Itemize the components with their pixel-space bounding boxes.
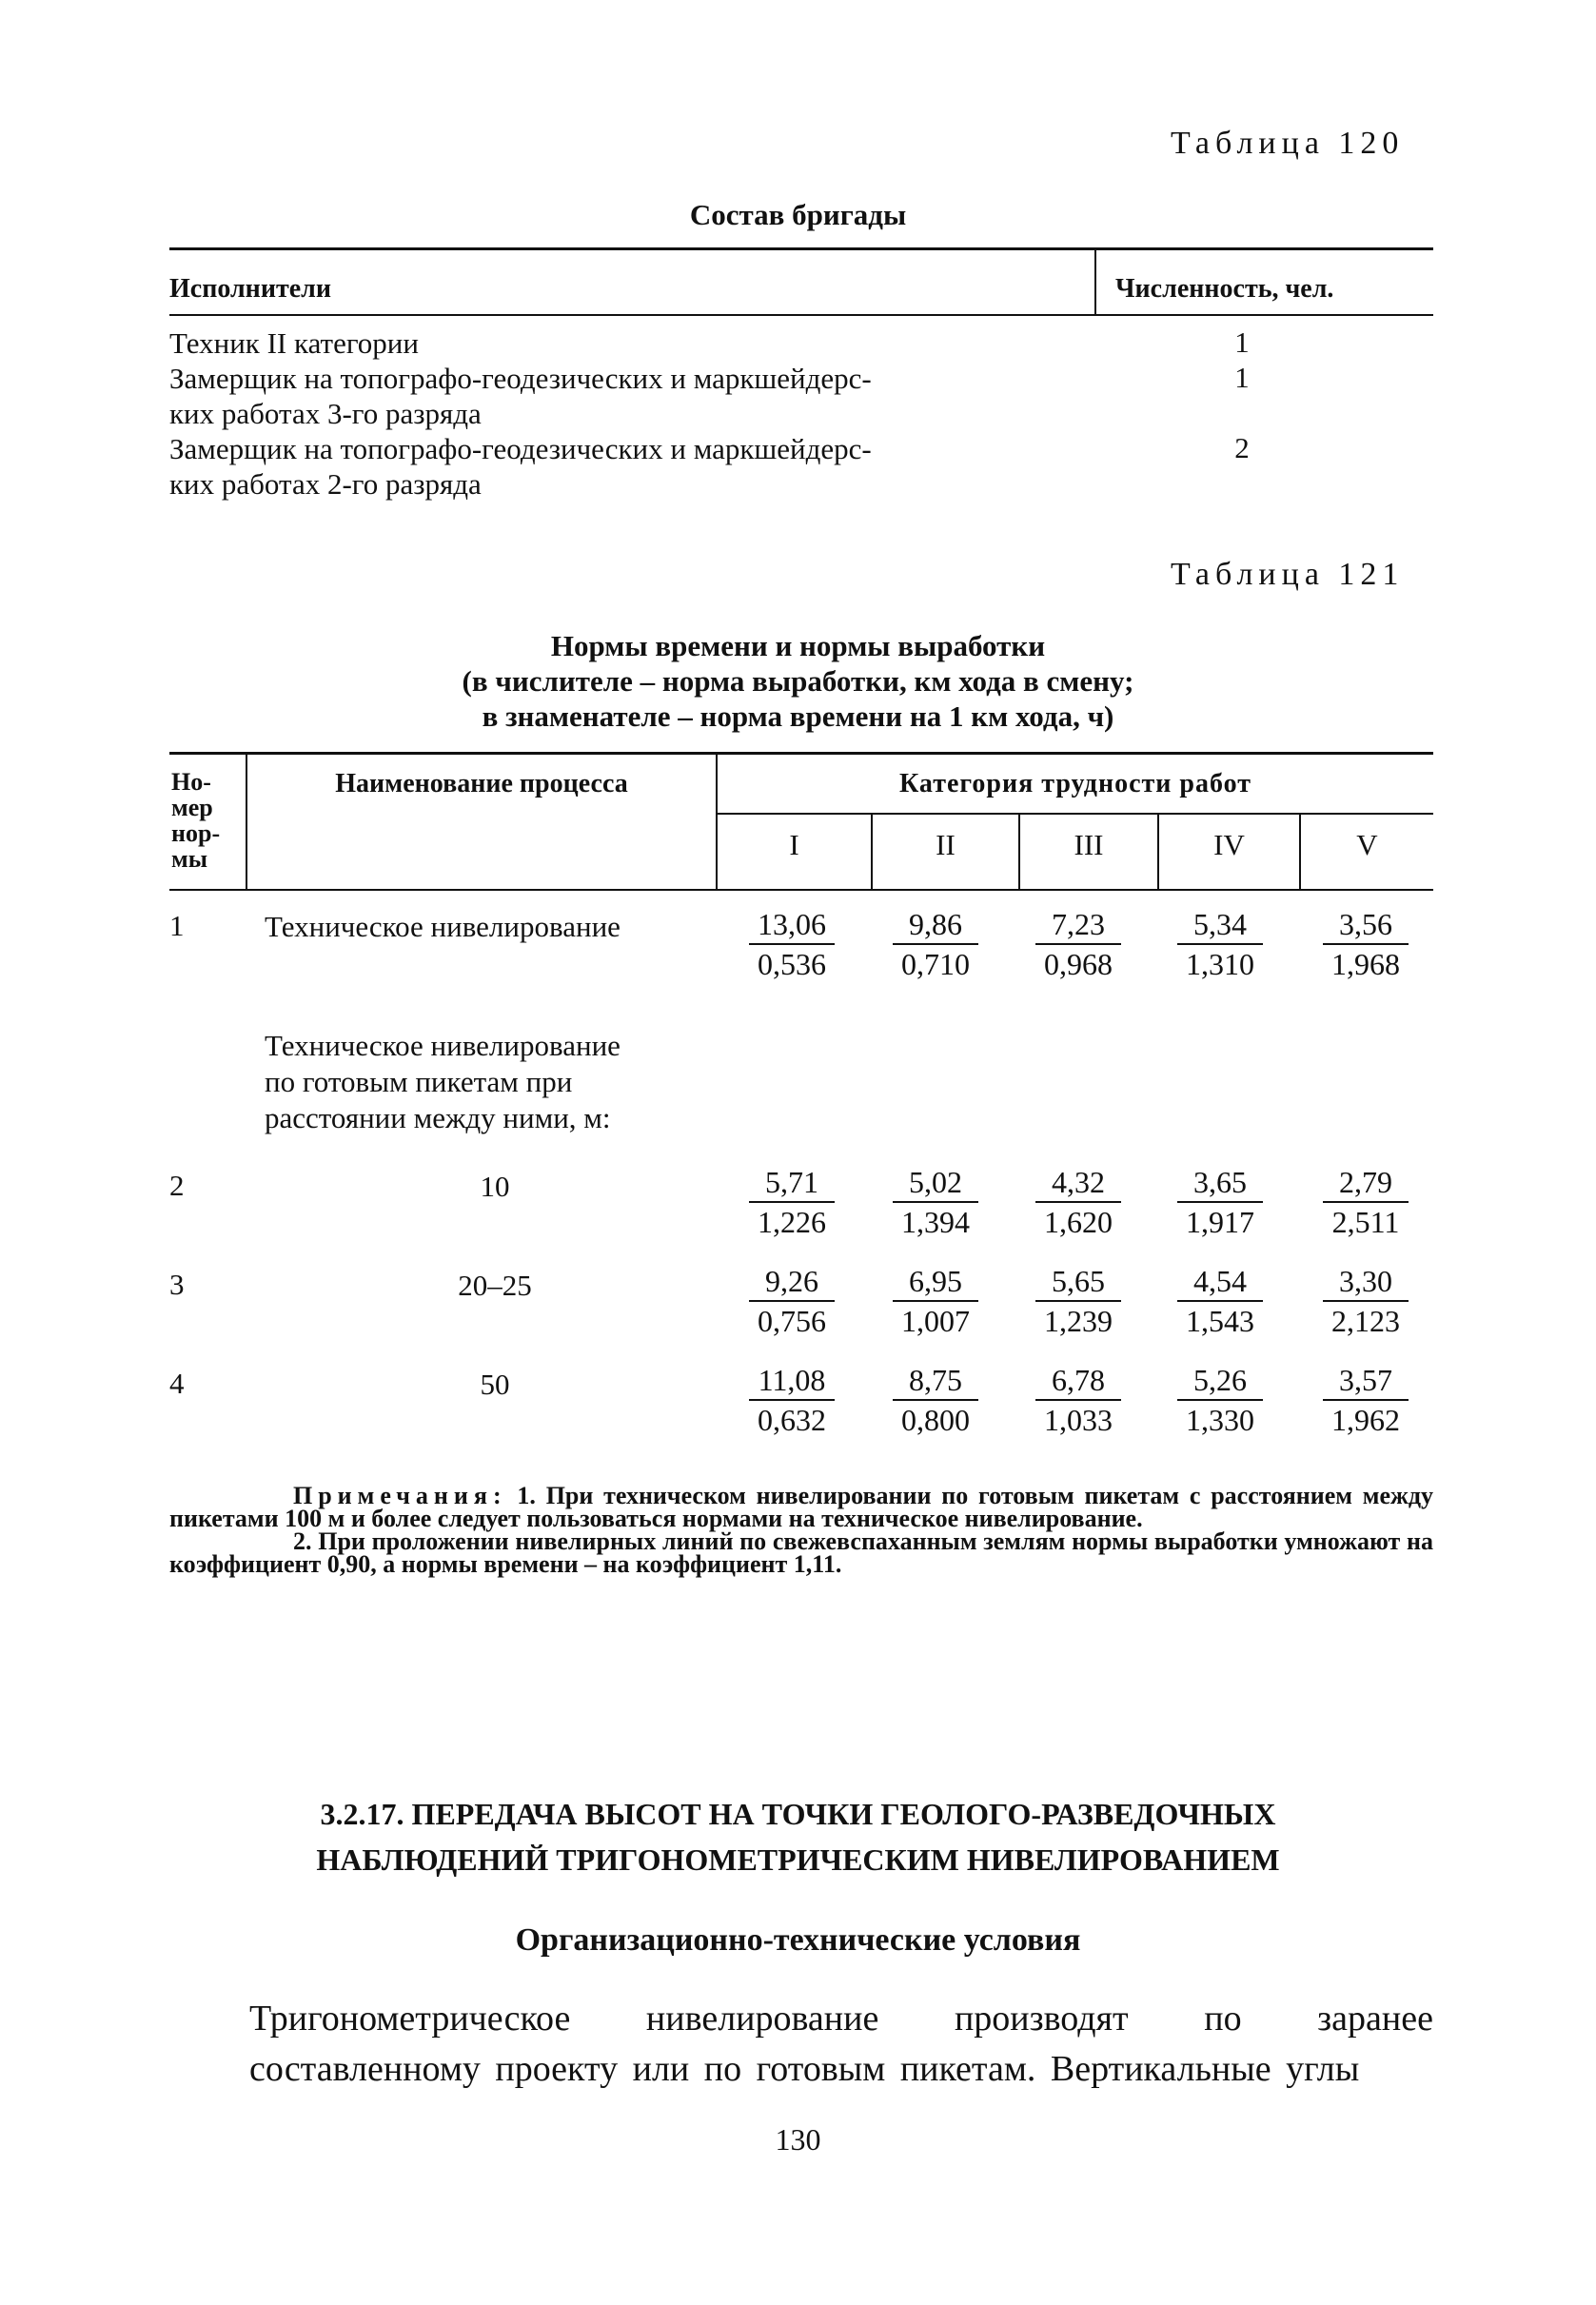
row3-number: 3 [169,1268,185,1301]
row1-number: 1 [169,909,185,942]
row4-value-I: $\frac{11,08}{0,632}$ [749,1361,835,1439]
table120-row1-count: 1 [1234,325,1250,359]
table120-caption: Состав бригады [689,198,907,231]
table120-title: Таблица 120 [1171,126,1405,161]
table121-top-rule [169,752,1433,755]
row4-value-II: $\frac{8,75}{0,800}$ [893,1361,978,1439]
row1-value-III: $\frac{7,23}{0,968}$ [1035,905,1121,983]
table120-header-count: Численность, чел. [1115,274,1334,304]
table120-header-performers: Исполнители [169,274,331,304]
row2-value-V: $\frac{2,79}{2,511}$ [1323,1163,1409,1241]
table121-header-rule [169,889,1433,891]
row3-value-V: $\frac{3,30}{2,123}$ [1323,1262,1409,1340]
category-II: II [936,828,956,861]
table120-row3-name: Замерщик на топографо-геодезических и маркшейдерс- ких работах 2-го разряда [169,432,872,501]
category-V: V [1356,828,1378,861]
table121-category-rule [716,813,1433,815]
table120-header-divider [1094,247,1096,316]
notes-block [169,1482,1434,1578]
row2-value-IV: $\frac{3,65}{1,917}$ [1177,1163,1263,1241]
row1-value-IV: $\frac{5,34}{1,310}$ [1177,905,1263,983]
row2-value-III: $\frac{4,32}{1,620}$ [1035,1163,1121,1241]
table120-row2-count: 1 [1234,361,1250,394]
category-IV: IV [1213,828,1245,861]
table120-top-rule [169,247,1433,250]
note-1: Примечания: 1. При техническом нивелировании по готовым пикетам с расстоянием между пикетами 100 м и более следует пользоваться нормами на техническое нивелирование. [169,1482,1434,1532]
row3-process: 20–25 [458,1269,532,1302]
row1-process: Техническое нивелирование [265,910,621,943]
row3-value-IV: $\frac{4,54}{1,543}$ [1177,1262,1263,1340]
row4-value-IV: $\frac{5,26}{1,330}$ [1177,1361,1263,1439]
row4-number: 4 [169,1367,185,1400]
table121-header-category: Категория трудности работ [899,769,1251,798]
row4-process: 50 [480,1368,510,1401]
table121-caption-line1: Нормы времени и нормы выработки [550,629,1046,662]
row3-value-I: $\frac{9,26}{0,756}$ [749,1262,835,1340]
section-title: 3.2.17. ПЕРЕДАЧА ВЫСОТ НА ТОЧКИ ГЕОЛОГО-РАЗВЕДОЧНЫХ НАБЛЮДЕНИЙ ТРИГОНОМЕТРИЧЕСКИМ НИВЕЛИРОВАНИЕМ [316,1797,1280,1877]
table121-header-process: Наименование процесса [335,769,628,798]
table120-row1-name: Техник II категории [169,326,419,360]
group-heading: Техническое нивелирование по готовым пикетам при расстоянии между ними, м: [265,1029,621,1134]
table121-caption-line2: (в числителе – норма выработки, км хода в смену; [462,664,1134,698]
row2-process: 10 [480,1170,510,1203]
row1-value-V: $\frac{3,56}{1,968}$ [1323,905,1409,983]
row3-value-II: $\frac{6,95}{1,007}$ [893,1262,978,1340]
row2-value-I: $\frac{5,71}{1,226}$ [749,1163,835,1241]
row1-value-II: $\frac{9,86}{0,710}$ [893,905,978,983]
table120-row3-count: 2 [1234,431,1250,464]
table121-header-number: Но- мер нор- мы [171,768,221,873]
row4-value-V: $\frac{3,57}{1,962}$ [1323,1361,1409,1439]
notes-heading: Примечания: [293,1482,507,1509]
row2-value-II: $\frac{5,02}{1,394}$ [893,1163,978,1241]
page-number: 130 [775,2122,821,2157]
table121-caption-line3: в знаменателе – норма времени на 1 км хода, ч) [482,699,1114,733]
row1-value-I: $\frac{13,06}{0,536}$ [749,905,835,983]
section-paragraph: Тригонометрическое нивелирование производят по заранее составленному проекту или по готовым пикетам. Вертикальные углы [249,1999,1433,2089]
section-subtitle: Организационно-технические условия [515,1922,1081,1958]
table120-row2-name: Замерщик на топографо-геодезических и маркшейдерс- ких работах 3-го разряда [169,362,872,430]
row4-value-III: $\frac{6,78}{1,033}$ [1035,1361,1121,1439]
row2-number: 2 [169,1169,185,1202]
table120-header-rule [169,314,1433,316]
row3-value-III: $\frac{5,65}{1,239}$ [1035,1262,1121,1340]
table121-title: Таблица 121 [1171,557,1405,592]
category-I: I [789,828,799,861]
category-III: III [1074,828,1104,861]
note-2: 2. При проложении нивелирных линий по свежевспаханным землям нормы выработки умножают на коэффициент 0,90, а нормы времени – на коэффициент 1,11. [169,1527,1433,1578]
